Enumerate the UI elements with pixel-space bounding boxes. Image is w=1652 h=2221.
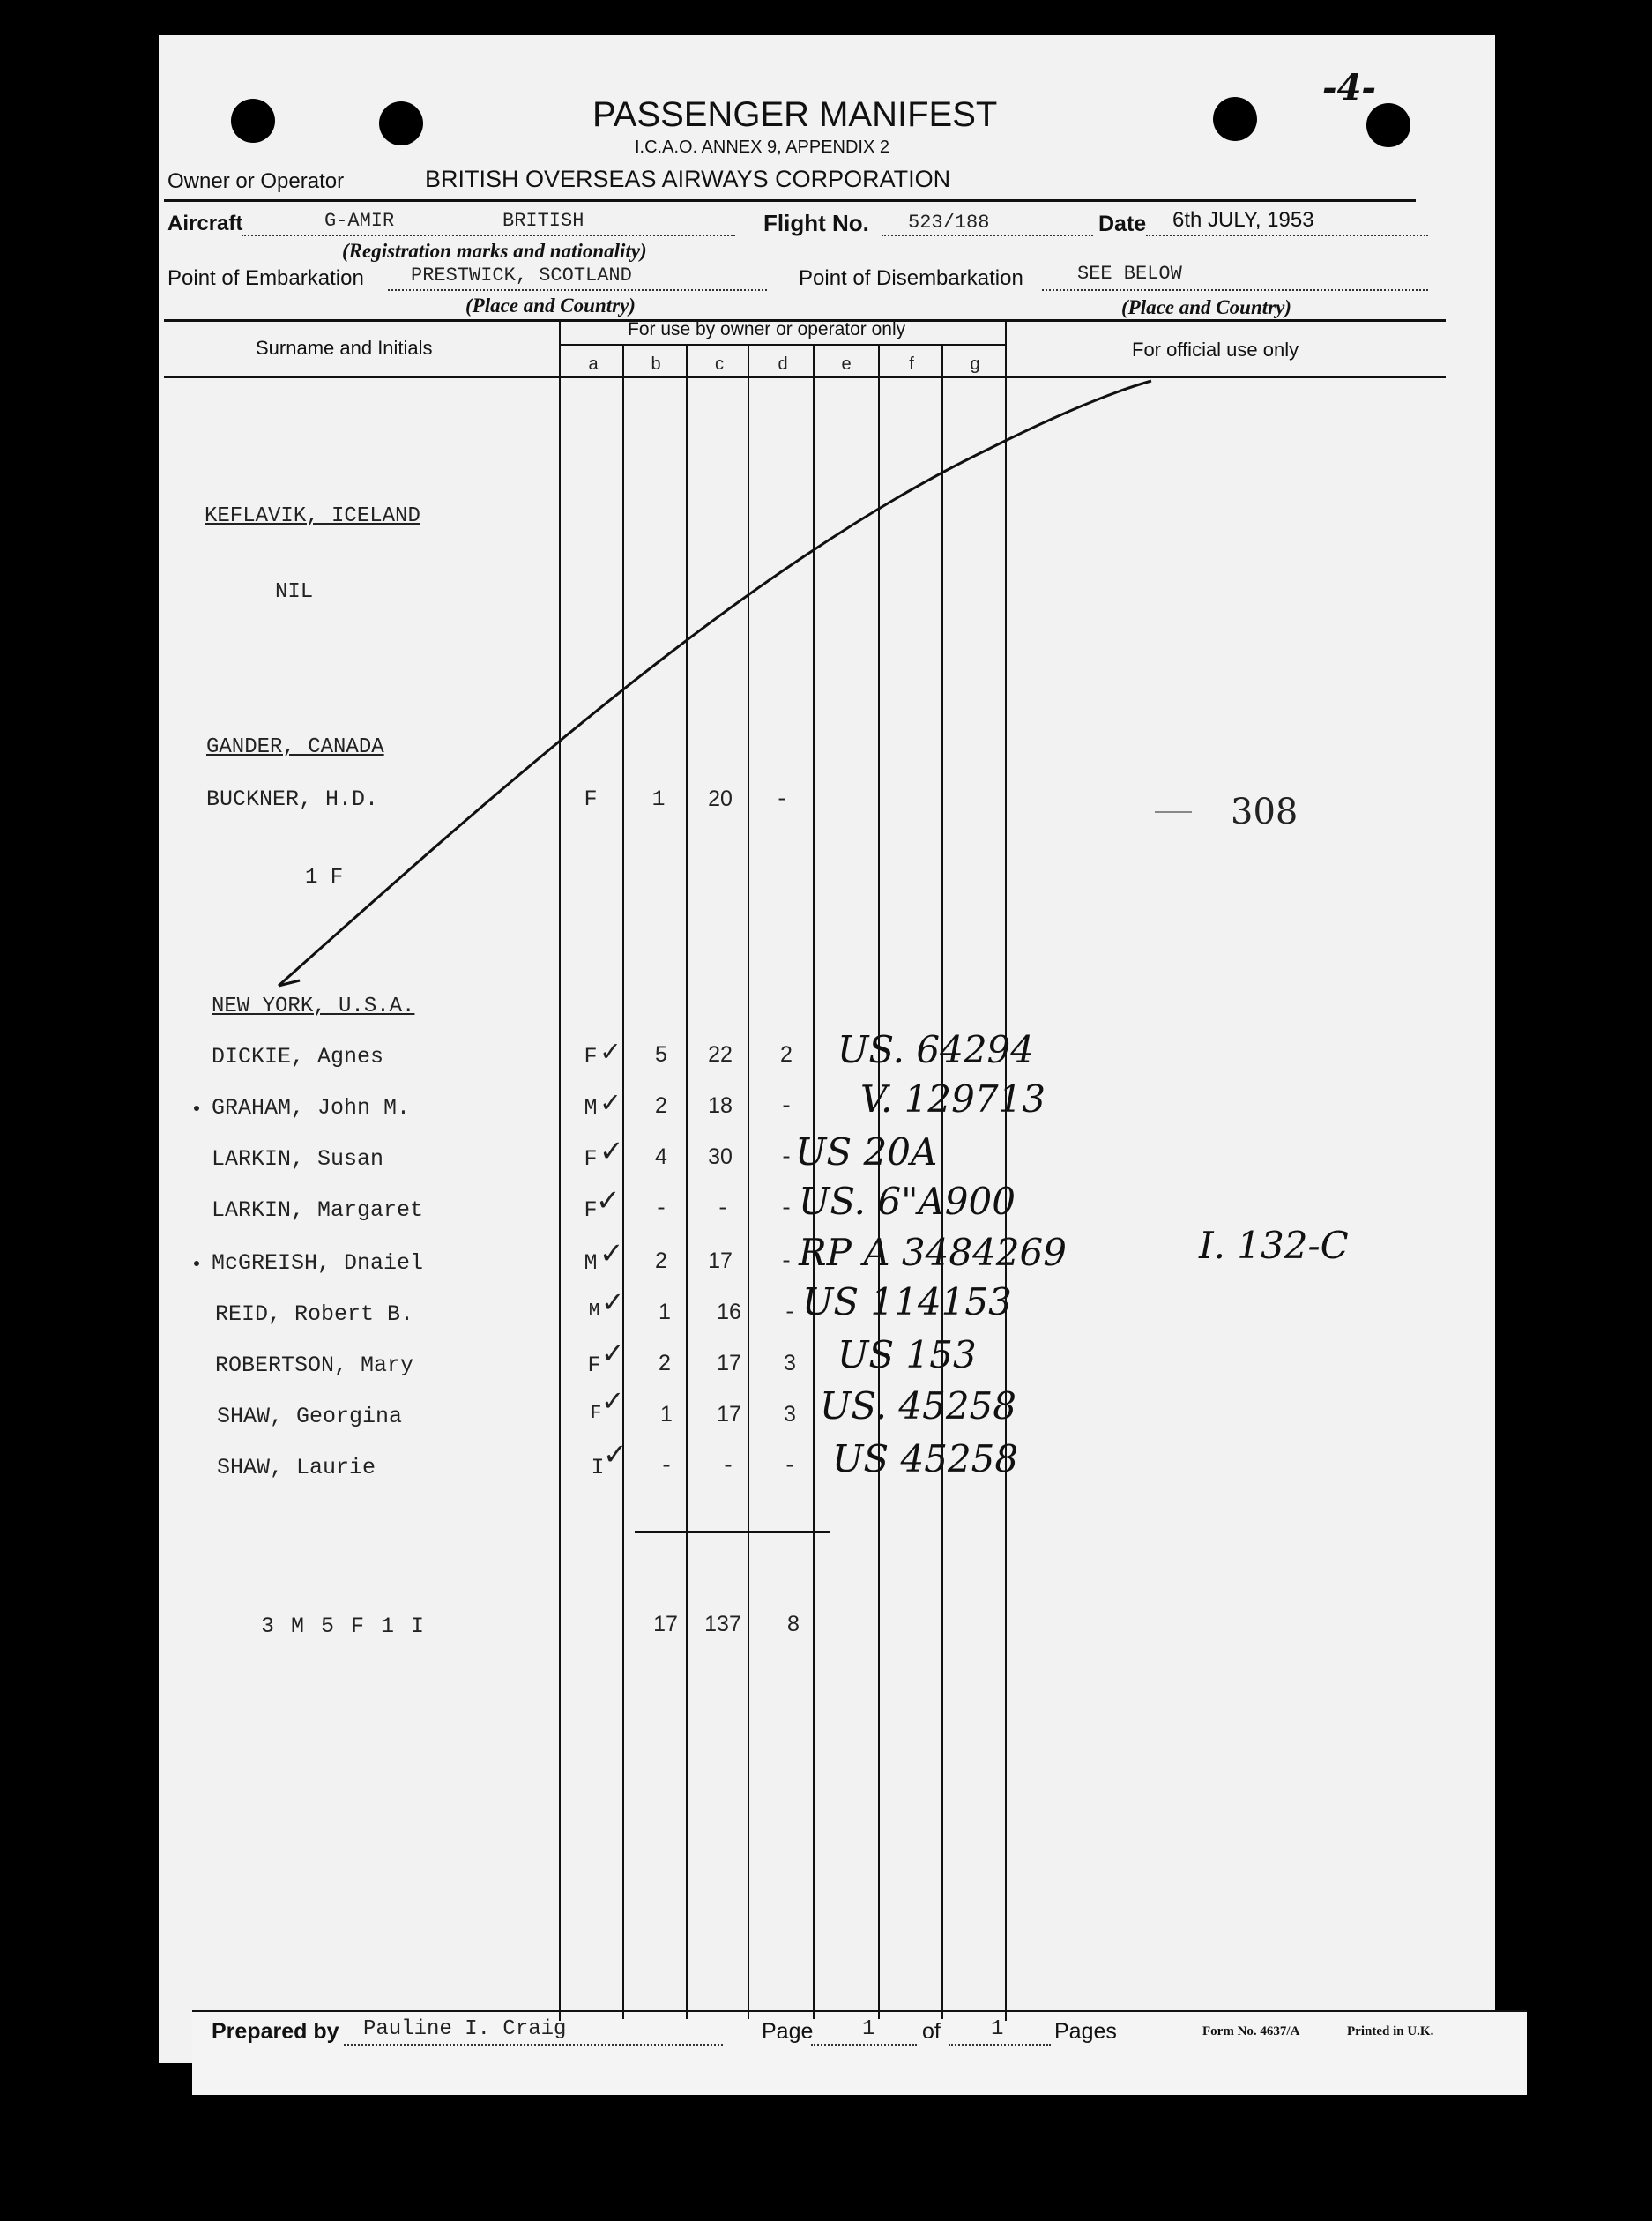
printed-note: Printed in U.K. <box>1347 2024 1434 2038</box>
page-label: Page <box>762 2019 814 2044</box>
gander-passenger-c: 20 <box>708 786 733 811</box>
aircraft-nationality: BRITISH <box>502 210 584 232</box>
keflavik-nil: NIL <box>275 580 314 604</box>
total-pages: 1 <box>991 2017 1004 2041</box>
passenger-sex: M <box>588 1301 600 1322</box>
totals-rule <box>635 1531 830 1533</box>
subcol-e: e <box>841 354 852 374</box>
owner-label: Owner or Operator <box>167 169 345 193</box>
gander-summary: 1 F <box>305 866 344 890</box>
check-mark: ✓ <box>603 1286 622 1322</box>
section-gander: GANDER, CANADA <box>206 735 384 759</box>
passenger-sex: M <box>584 1095 598 1121</box>
passenger-document-note: US. 45258 <box>820 1384 1016 1427</box>
passenger-name: LARKIN, Margaret <box>212 1197 424 1223</box>
passenger-document-note: US. 6"A900 <box>799 1180 1016 1223</box>
prepared-dotted-line <box>344 2044 723 2046</box>
page-dotted-line <box>811 2044 917 2046</box>
passenger-col-b: 2 <box>655 1093 667 1118</box>
passenger-document-note: RP A 3484269 <box>799 1231 1067 1274</box>
subcol-c: c <box>715 354 724 374</box>
gander-passenger-name: BUCKNER, H.D. <box>206 786 379 812</box>
col-owner-use-header: For use by owner or operator only <box>628 319 906 339</box>
passenger-col-b: 5 <box>655 1042 667 1067</box>
gander-passenger-b: 1 <box>651 786 666 812</box>
embarkation-label: Point of Embarkation <box>167 266 364 290</box>
subcol-a: a <box>588 354 599 374</box>
col-official-header: For official use only <box>1132 339 1299 361</box>
aircraft-registration: G-AMIR <box>324 210 395 232</box>
passenger-document-note: US 114153 <box>802 1280 1012 1323</box>
footer-top-rule <box>192 2010 1527 2012</box>
passenger-col-d: 3 <box>784 1402 796 1427</box>
passenger-document-note: V. 129713 <box>860 1077 1046 1121</box>
of-label: of <box>922 2019 941 2044</box>
subcol-g: g <box>970 354 980 374</box>
passenger-sex: F <box>584 1197 598 1223</box>
gander-passenger-d: - <box>775 786 789 812</box>
manifest-title: PASSENGER MANIFEST <box>592 95 998 134</box>
totals-col-c: 137 <box>704 1612 741 1636</box>
embarkation-value: PRESTWICK, SCOTLAND <box>411 265 632 287</box>
date-label: 6th JULY, 1953 <box>1172 208 1314 232</box>
passenger-col-c: 16 <box>717 1300 741 1324</box>
passenger-col-d: - <box>779 1196 793 1221</box>
passenger-col-c: 18 <box>708 1093 733 1118</box>
passenger-sex: F <box>587 1353 601 1378</box>
prepared-by-name: Pauline I. Craig <box>363 2017 567 2041</box>
totals-col-b: 17 <box>653 1612 678 1636</box>
subcol-b: b <box>651 354 661 374</box>
passenger-col-c: 30 <box>708 1144 733 1169</box>
flight-label: Flight No. <box>763 210 869 236</box>
passenger-col-b: 4 <box>655 1144 667 1169</box>
page-number: 1 <box>862 2017 875 2041</box>
passenger-col-b: - <box>659 1453 673 1479</box>
pages-dotted-line <box>949 2044 1051 2046</box>
passenger-sex: M <box>584 1250 598 1276</box>
passenger-name: McGREISH, Dnaiel <box>212 1250 424 1276</box>
official-dash <box>1155 811 1192 813</box>
check-mark: ✓ <box>598 1183 618 1221</box>
col-surname-header: Surname and Initials <box>256 337 433 359</box>
totals-summary: 3 M 5 F 1 I <box>261 1614 427 1639</box>
passenger-col-b: - <box>654 1196 668 1221</box>
passenger-sex: F <box>590 1404 602 1424</box>
passenger-document-note: US 45258 <box>832 1437 1019 1480</box>
passenger-name: LARKIN, Susan <box>212 1146 384 1172</box>
section-newyork: NEW YORK, U.S.A. <box>212 995 415 1018</box>
row-bullet <box>194 1106 199 1111</box>
passenger-name: REID, Robert B. <box>215 1301 414 1327</box>
passenger-col-c: - <box>721 1453 735 1479</box>
registration-note: (Registration marks and nationality) <box>342 240 647 262</box>
totals-col-d: 8 <box>787 1612 800 1636</box>
check-mark: ✓ <box>601 1236 621 1274</box>
gander-passenger-sex: F <box>584 786 598 812</box>
row-bullet <box>194 1261 199 1266</box>
passenger-sex: F <box>584 1146 598 1172</box>
passenger-col-d: - <box>783 1453 797 1479</box>
passenger-name: DICKIE, Agnes <box>212 1044 384 1070</box>
page-mark: -4- <box>1322 67 1377 108</box>
check-mark: ✓ <box>603 1384 622 1420</box>
place-note-disembark: (Place and Country) <box>1121 296 1291 318</box>
date-caption: Date <box>1098 212 1147 236</box>
passenger-col-b: 1 <box>659 1300 671 1324</box>
section-keflavik: KEFLAVIK, ICELAND <box>205 504 420 528</box>
prepared-label: Prepared by <box>212 2019 339 2044</box>
passenger-name: GRAHAM, John M. <box>212 1095 411 1121</box>
check-mark: ✓ <box>603 1337 622 1373</box>
passenger-col-d: - <box>783 1300 797 1325</box>
check-mark: ✓ <box>601 1134 621 1172</box>
passenger-sex: F <box>584 1044 598 1070</box>
passenger-col-d: 3 <box>784 1351 796 1375</box>
passenger-col-d: 2 <box>780 1042 793 1067</box>
pages-label: Pages <box>1054 2019 1117 2044</box>
passenger-document-note-extra: I. 132-C <box>1199 1224 1349 1267</box>
disembarkation-value: SEE BELOW <box>1077 263 1182 285</box>
owner-value: BRITISH OVERSEAS AIRWAYS CORPORATION <box>425 166 951 192</box>
passenger-col-c: 17 <box>717 1402 741 1427</box>
passenger-name: ROBERTSON, Mary <box>215 1353 414 1378</box>
subcol-d: d <box>778 354 788 374</box>
place-note-embark: (Place and Country) <box>465 294 636 317</box>
passenger-document-note: US 153 <box>837 1333 977 1376</box>
official-number: 308 <box>1231 792 1299 832</box>
passenger-col-c: 17 <box>717 1351 741 1375</box>
check-mark: ✓ <box>605 1437 625 1475</box>
passenger-col-d: - <box>779 1144 793 1170</box>
disembarkation-label: Point of Disembarkation <box>799 266 1023 290</box>
passenger-col-c: 22 <box>708 1042 733 1067</box>
passenger-document-note: US. 64294 <box>837 1028 1034 1071</box>
check-mark: ✓ <box>601 1037 620 1070</box>
passenger-col-d: - <box>779 1248 793 1274</box>
check-mark: ✓ <box>601 1088 620 1122</box>
passenger-col-c: 17 <box>708 1248 733 1273</box>
passenger-col-b: 2 <box>659 1351 671 1375</box>
passenger-col-b: 1 <box>660 1402 673 1427</box>
passenger-document-note: US 20A <box>795 1130 938 1174</box>
cancel-stroke-path <box>279 381 1151 986</box>
passenger-sex: I <box>591 1455 605 1480</box>
manifest-subtitle: I.C.A.O. ANNEX 9, APPENDIX 2 <box>635 138 889 157</box>
aircraft-label: Aircraft <box>167 212 243 235</box>
passenger-col-d: - <box>779 1093 793 1119</box>
subcol-f: f <box>909 354 914 374</box>
passenger-col-c: - <box>716 1196 730 1221</box>
passenger-col-b: 2 <box>655 1248 667 1273</box>
passenger-name: SHAW, Laurie <box>217 1455 376 1480</box>
flight-number: 523/188 <box>908 212 990 234</box>
passenger-name: SHAW, Georgina <box>217 1404 403 1429</box>
form-number: Form No. 4637/A <box>1202 2024 1300 2038</box>
